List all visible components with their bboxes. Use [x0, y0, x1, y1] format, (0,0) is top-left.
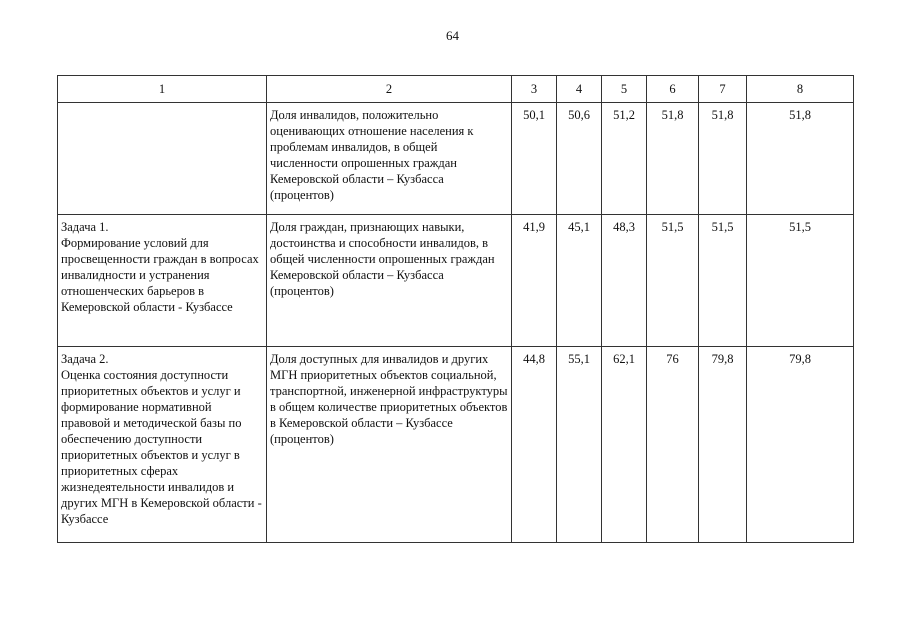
value-cell: 51,5 [699, 215, 747, 347]
header-cell: 8 [747, 76, 854, 103]
value-cell: 51,8 [647, 103, 699, 215]
value-cell: 50,6 [557, 103, 602, 215]
value-cell: 51,2 [602, 103, 647, 215]
header-cell: 7 [699, 76, 747, 103]
page-number: 64 [446, 28, 459, 43]
value-cell: 55,1 [557, 347, 602, 543]
value-cell: 45,1 [557, 215, 602, 347]
task-title: Задача 1. [61, 220, 109, 234]
value-cell: 51,8 [699, 103, 747, 215]
table-row [58, 103, 854, 215]
task-description: Формирование условий для просвещенности граждан в вопросах инвалидности и устранения отношенческих барьеров в Кемеровской области - Кузбассе [61, 236, 259, 314]
value-cell: 51,8 [747, 103, 854, 215]
indicator-cell: Доля доступных для инвалидов и других МГН приоритетных объектов социальной, транспортной, инженерной инфраструктуры в общем количестве приоритетных объектов в Кемеровской области – Кузбассе (процентов) [267, 347, 512, 543]
value-cell: 51,5 [647, 215, 699, 347]
value-cell: 50,1 [512, 103, 557, 215]
task-cell [58, 215, 267, 347]
value-cell: 76 [647, 347, 699, 543]
value-cell: 41,9 [512, 215, 557, 347]
header-cell: 6 [647, 76, 699, 103]
task-cell [58, 103, 267, 215]
table-row [58, 215, 854, 347]
task-description: Оценка состояния доступности приоритетных объектов и услуг и формирование нормативной правовой и методической базы по обеспечению доступности приоритетных объектов и услуг в приоритетных сферах жизнедеятельности инвалидов и других МГН в Кемеровской области - Кузбассе [61, 368, 262, 526]
header-cell: 2 [267, 76, 512, 103]
value-cell: 79,8 [699, 347, 747, 543]
value-cell: 79,8 [747, 347, 854, 543]
header-cell: 1 [58, 76, 267, 103]
indicator-cell: Доля граждан, признающих навыки, достоинства и способности инвалидов, в общей численности опрошенных граждан Кемеровской области – Кузбасса (процентов) [267, 215, 512, 347]
header-cell: 3 [512, 76, 557, 103]
value-cell: 44,8 [512, 347, 557, 543]
value-cell: 51,5 [747, 215, 854, 347]
table-header-row [58, 76, 854, 103]
task-cell [58, 347, 267, 543]
value-cell: 48,3 [602, 215, 647, 347]
header-cell: 5 [602, 76, 647, 103]
value-cell: 62,1 [602, 347, 647, 543]
indicators-table [57, 75, 854, 543]
task-title: Задача 2. [61, 352, 109, 366]
header-cell: 4 [557, 76, 602, 103]
indicator-cell: Доля инвалидов, положительно оценивающих отношение населения к проблемам инвалидов, в общей численности опрошенных граждан Кемеровской области – Кузбасса (процентов) [267, 103, 512, 215]
table-row [58, 347, 854, 543]
